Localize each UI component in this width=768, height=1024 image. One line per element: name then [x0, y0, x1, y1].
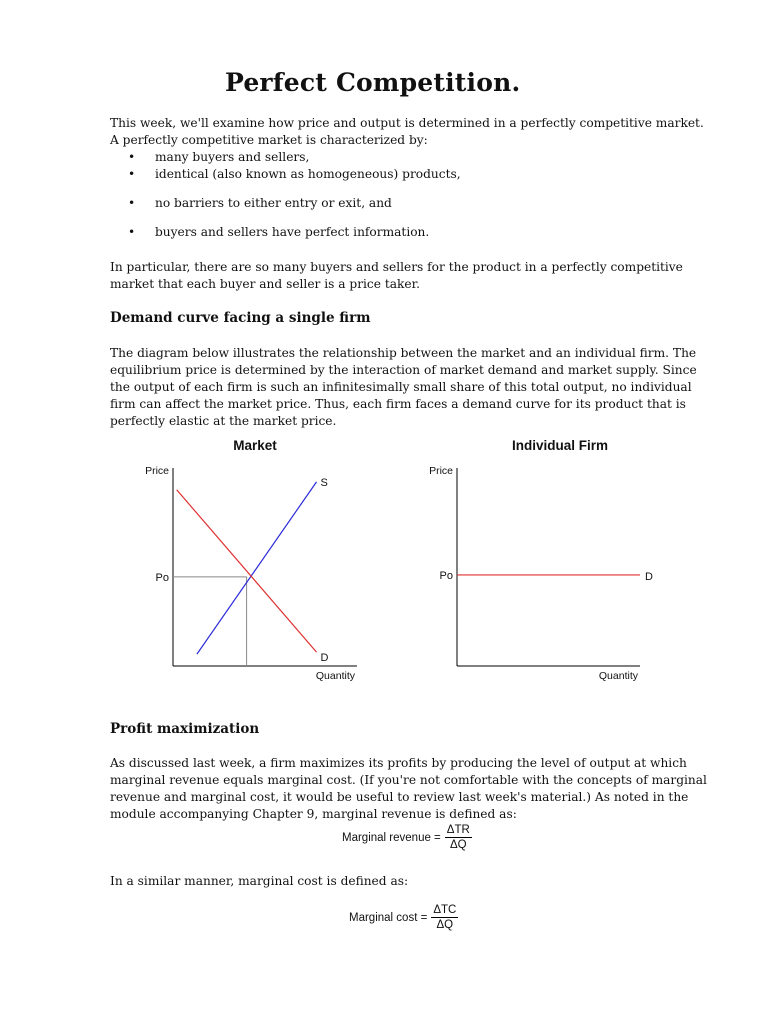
- marginal-revenue-formula: Marginal revenue = $\frac{\text{ΔTR}}{\Delta Q}$: [342, 824, 470, 851]
- curve-label-d: D: [320, 652, 329, 665]
- price-taker-line-1: In particular, there are so many buyers and sellers for the product in a perfectly competitive: [110, 260, 683, 274]
- mr-denominator: ΔQ: [449, 839, 467, 851]
- bullet-icon: •: [128, 150, 136, 164]
- y-axis-label: Price: [145, 465, 169, 477]
- profit-line: revenue and marginal cost, it would be useful to review last week's material.) As noted in the: [110, 790, 689, 804]
- price-label-po: Po: [439, 569, 453, 582]
- chart-title: Market: [233, 438, 277, 453]
- price-taker-line-2: market that each buyer and seller is a price taker.: [110, 277, 420, 291]
- bullet-icon: •: [128, 196, 136, 210]
- curve-label-s: S: [320, 476, 328, 489]
- demand-line: equilibrium price is determined by the interaction of market demand and market supply. Since: [110, 363, 697, 377]
- demand-line: the output of each firm is such an infinitesimally small share of this total output, no individual: [110, 380, 692, 394]
- curve-s: [197, 482, 317, 654]
- market-firm-diagrams: [0, 430, 768, 690]
- marginal-cost-formula: Marginal cost = $\frac{\text{ΔTC}}{\Delta Q}$: [349, 904, 457, 931]
- demand-heading: Demand curve facing a single firm: [110, 310, 371, 326]
- bullet-icon: •: [128, 225, 136, 239]
- demand-line: perfectly elastic at the market price.: [110, 414, 337, 428]
- x-axis-label: Quantity: [315, 670, 355, 682]
- profit-heading: Profit maximization: [110, 721, 260, 737]
- page-title: Perfect Competition.: [225, 68, 521, 97]
- intro-line-2: A perfectly competitive market is characterized by:: [110, 133, 428, 147]
- mc-intro: In a similar manner, marginal cost is defined as:: [110, 874, 409, 888]
- mc-denominator: ΔQ: [436, 919, 454, 931]
- profit-line: As discussed last week, a firm maximizes its profits by producing the level of output at which: [110, 756, 687, 770]
- chart-title: Individual Firm: [511, 438, 609, 453]
- intro-line-1: This week, we'll examine how price and output is determined in a perfectly competitive market.: [110, 116, 704, 130]
- bullet-icon: •: [128, 167, 136, 181]
- x-axis-label: Quantity: [598, 670, 638, 682]
- curve-label-d: D: [645, 570, 653, 583]
- demand-line: The diagram below illustrates the relationship between the market and an individual firm. The: [110, 346, 697, 360]
- mr-numerator: ΔTR: [446, 824, 470, 836]
- profit-line: marginal revenue equals marginal cost. (If you're not comfortable with the concepts of marginal: [110, 773, 707, 787]
- mc-numerator: ΔTC: [433, 904, 457, 916]
- demand-line: firm can affect the market price. Thus, each firm faces a demand curve for its product that is: [110, 397, 686, 411]
- profit-line: module accompanying Chapter 9, marginal revenue is defined as:: [110, 807, 517, 821]
- y-axis-label: Price: [429, 465, 453, 477]
- price-label-po: Po: [155, 571, 169, 584]
